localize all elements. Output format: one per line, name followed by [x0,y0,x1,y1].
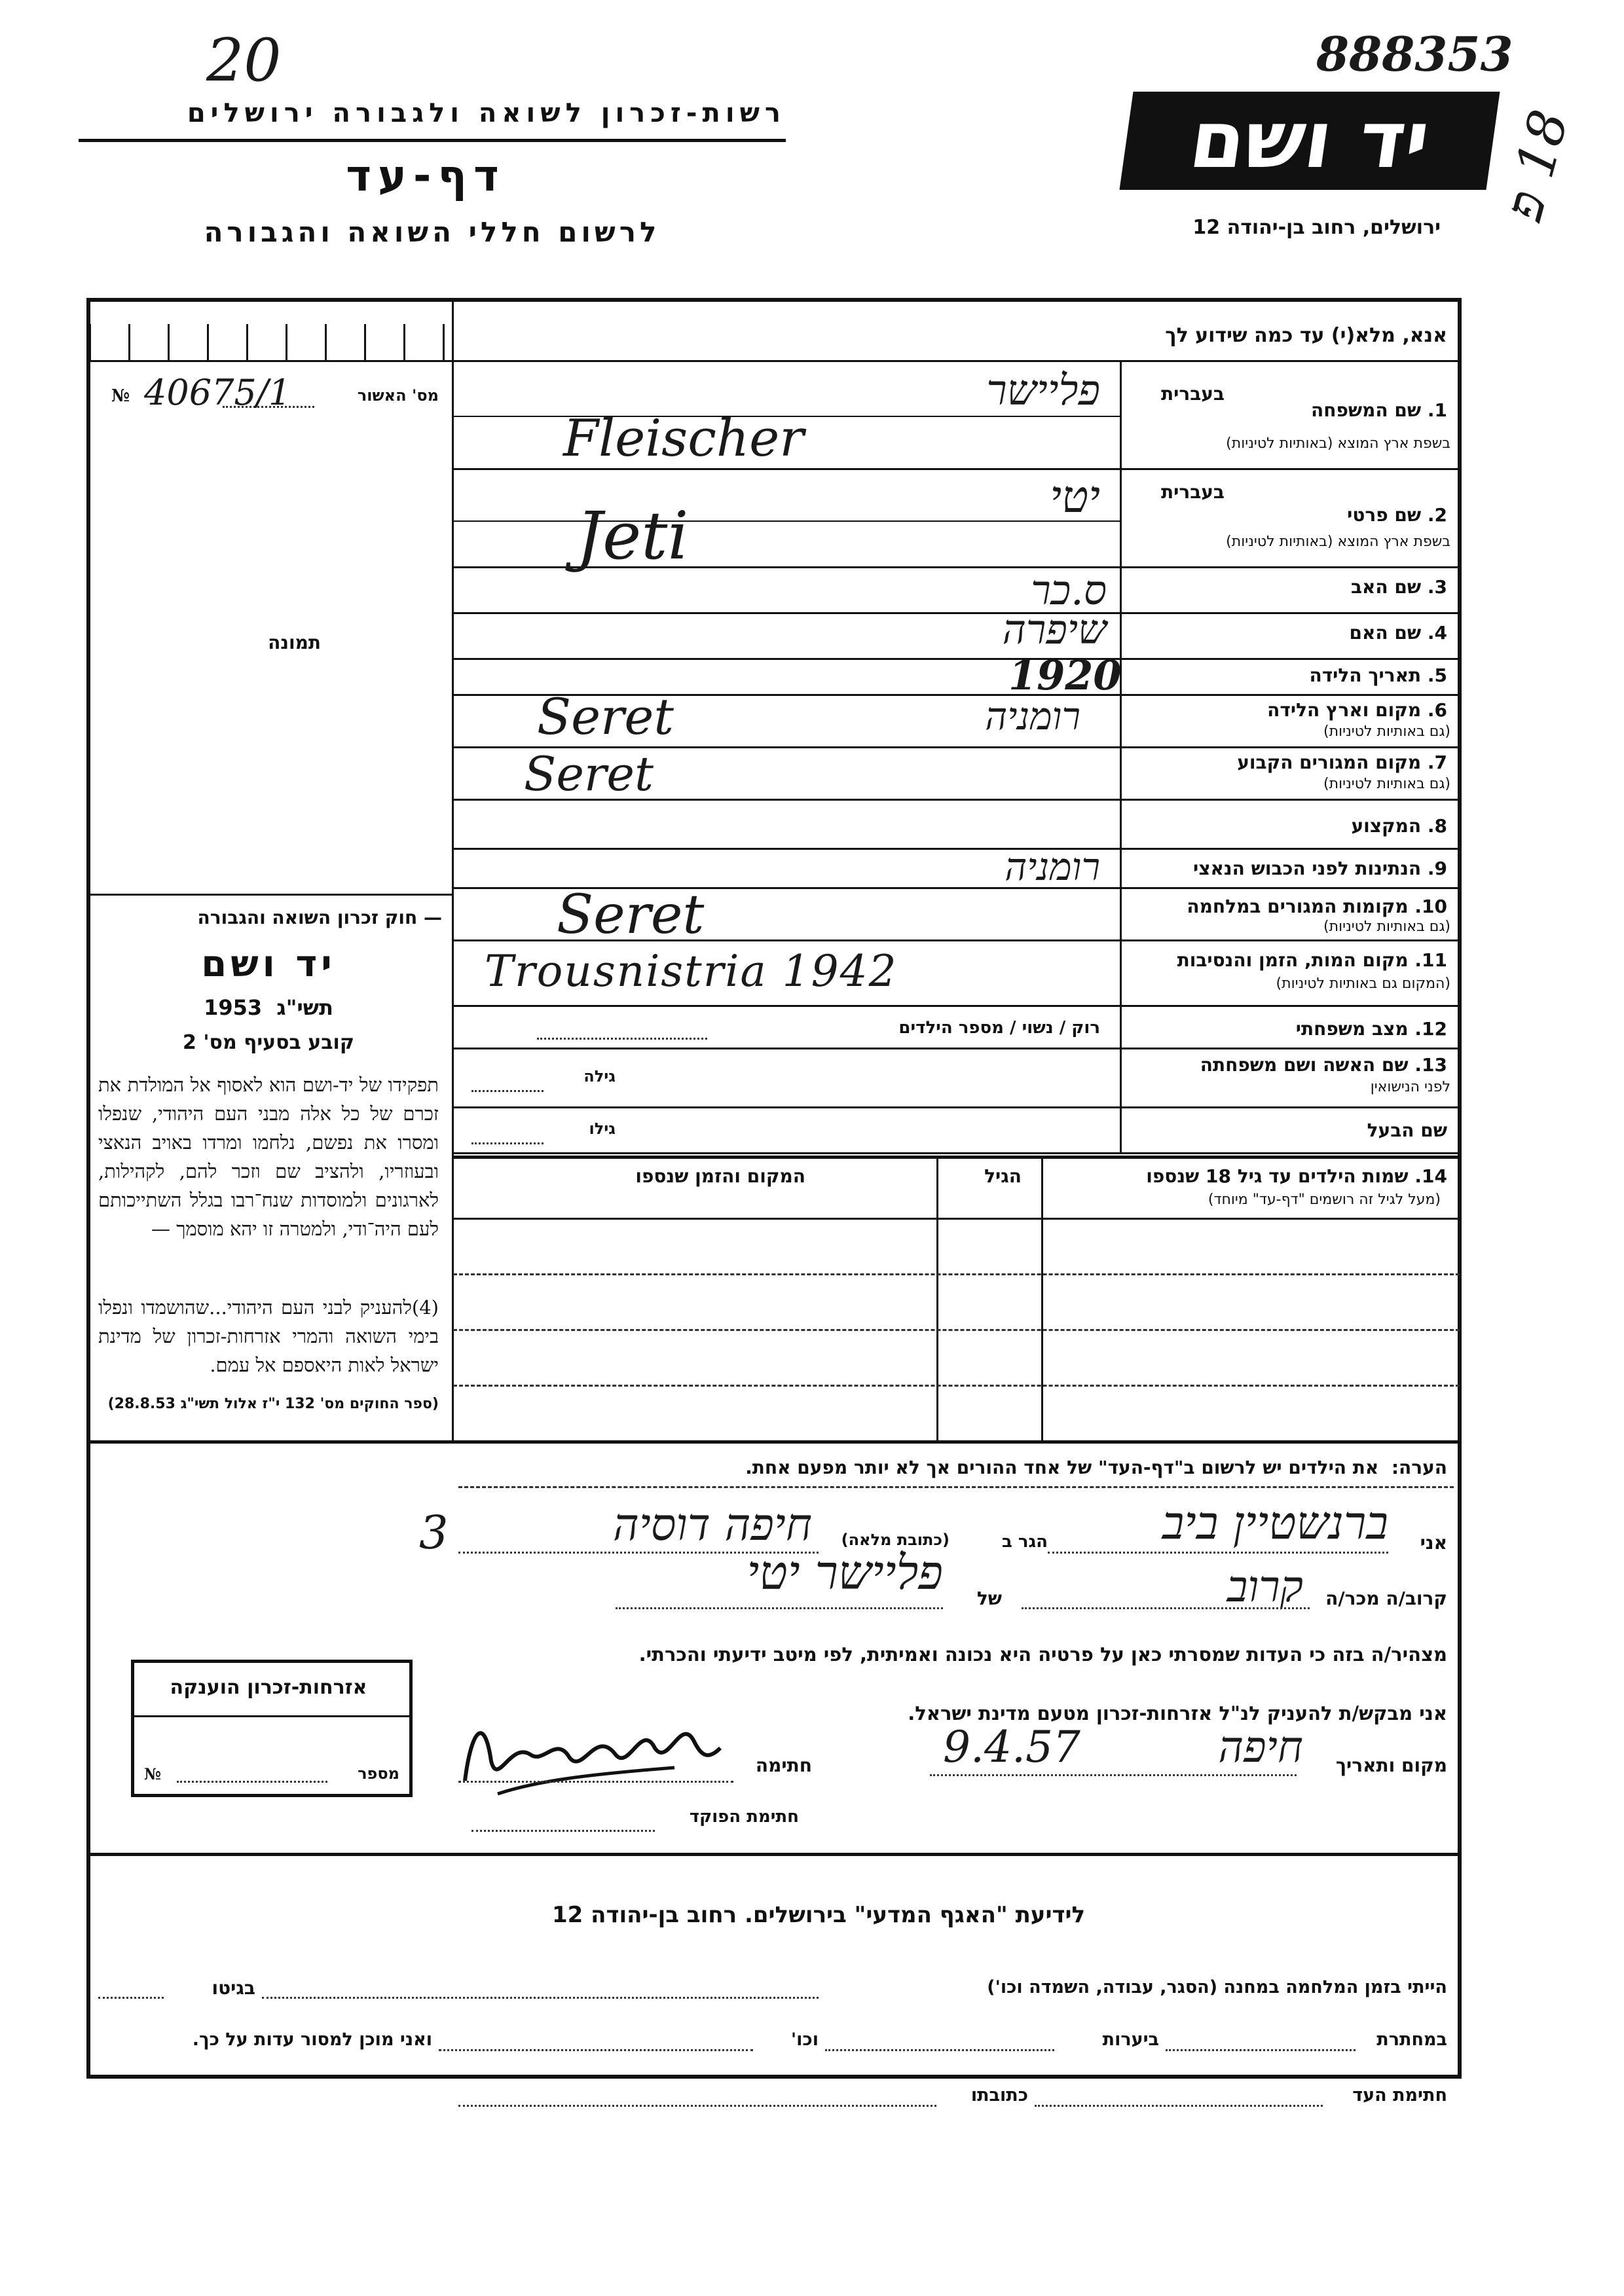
lives-in-label: הגר ב [1001,1532,1048,1552]
bottom-line3-b: כתובתו [970,2085,1028,2105]
field-7-sub: (גם באותיות לטיניות) [1323,776,1450,792]
field-6-latin-value[interactable]: Seret [537,687,674,746]
relation-value[interactable]: קרוב [1227,1561,1303,1612]
declare-text: מצהיר/ה בזה כי העדות שמסרתי כאן על פרטיה היא נכונה ואמיתית, לפי מיטב ידיעתי והכרתי. [638,1643,1447,1666]
children-col-place: המקום והזמן שנספו [635,1165,805,1187]
field-13-label: 13. שם האשה ושם משפחתה [1200,1054,1447,1076]
field-2-sub: בשפת ארץ המוצא (באותיות לטיניות) [1226,534,1450,550]
note: הערה: את הילדים יש לרשום ב"דף-העד" של אחד ההורים אך לא יותר מפעם אחת. [745,1457,1447,1478]
field-4-label: 4. שם האם [1349,622,1447,644]
photo-label: תמונה [268,632,321,653]
address-value[interactable]: חיפה דוסיה [612,1499,812,1551]
field-2-hebrew-value[interactable]: יטי [1050,471,1100,523]
request-text: אני מבקש/ת להעניק לנ"ל אזרחות-זכרון מטעם מדינת ישראל. [908,1702,1447,1724]
full-address-label: (כתובת מלאה) [841,1531,950,1549]
husband-label: שם הבעל [1367,1120,1447,1141]
signature-label: חתימה [755,1755,812,1776]
bottom-line2-c: וכו' [790,2030,819,2050]
law-body: תפקידו של יד-ושם הוא לאסוף אל המולדת את זכרם של כל אלה מבני העם היהודי, שנפלו ומסרו את נפשם, נלחמו ומרדו באויב הנאצי ובעוזריו, ולהציב שם וזכר להם, לקהילות, לארגונים ולמוסדות שנח־רבו בגלל השתייכותם לעם היה־ודי, ולמטרה זו יהא מוסמך — [98,1074,439,1240]
field-12-label: 12. מצב משפחתי [1295,1018,1447,1040]
law-ref: (ספר החוקים מס' 132 י"ז אלול תשי"ג 28.8.53) [107,1396,439,1412]
field-6-hebrew-value[interactable]: רומניה [985,694,1080,738]
field-1-sub: בשפת ארץ המוצא (באותיות לטיניות) [1226,435,1450,452]
declarant-ani: אני [1420,1532,1447,1554]
field-3-value[interactable]: ס.כר [1031,566,1107,614]
approval-number: 40675/1 [144,372,291,413]
handwritten-side-note: 18 פ [1492,103,1580,227]
field-6-sub: (גם באותיות לטיניות) [1323,723,1450,740]
form-subtitle: לרשום חללי השואה והגבורה [204,216,661,248]
law-title: — חוק זכרון השואה והגבורה [197,907,442,928]
org-line: רשות-זכרון לשואה ולגבורה ירושלים [187,98,786,128]
relative-label: קרוב/ה מכר/ה [1325,1588,1447,1609]
bottom-line1-b: בגיטו [212,1977,255,1999]
label-column-divider [1120,361,1122,1154]
address: ירושלים, רחוב בן-יהודה 12 [1192,216,1441,239]
field-5-value[interactable]: 1920 [1008,651,1122,699]
declarant-mark: 3 [419,1506,449,1559]
approval-label: מס' האשור [357,386,439,405]
field-1-hebrew-value[interactable]: פליישר [986,367,1100,415]
field-8-label: 8. המקצוע [1351,815,1447,837]
field-7-label: 7. מקום המגורים הקבוע [1237,752,1447,773]
field-7-latin-value[interactable]: Seret [524,746,654,801]
field-4-value[interactable]: שיפרה [1002,606,1107,653]
form-title: דף-עד [346,151,506,201]
citizenship-number-label: מספר [358,1764,399,1783]
signature [458,1702,740,1800]
field-2-hebrew-label: בעברית [1160,481,1225,503]
field-3-label: 3. שם האב [1350,576,1447,598]
of-label: של [976,1588,1002,1609]
declarant-name[interactable]: ברנשטיין ביב [1162,1496,1388,1550]
children-col-age: הגיל [984,1165,1022,1187]
field-9-label: 9. הנתינות לפני הכבוש הנאצי [1193,858,1447,879]
children-sub: (מעל לגיל זה רושמים "דף-עד" מיוחד) [1208,1192,1441,1208]
field-2-label: 2. שם פרטי [1347,504,1447,526]
law-name: יד ושם [201,943,336,985]
bottom-title: לידיעת "האגף המדעי" בירושלים. רחוב בן-יהודה 12 [551,1902,1086,1928]
left-column-divider [452,300,454,1442]
handwritten-page-number: 20 [206,26,282,95]
field-10-label: 10. מקומות המגורים במלחמה [1187,896,1447,917]
field-1-label: 1. שם המשפחה [1311,399,1447,421]
date-value[interactable]: 9.4.57 [943,1722,1080,1772]
place-value[interactable]: חיפה [1218,1722,1303,1772]
field-6-label: 6. מקום וארץ הלידה [1267,699,1447,721]
law-section: קובע בסעיף מס' 2 [183,1031,354,1054]
field-13-age-label: גילה [583,1067,616,1085]
place-date-label: מקום ותאריך [1335,1755,1447,1776]
bottom-line2-a: במחתרת [1376,2030,1447,2050]
field-10-sub: (גם באותיות לטיניות) [1323,919,1450,935]
field-9-value[interactable]: רומניה [1005,845,1100,889]
bottom-line2-b: ביערות [1102,2030,1159,2050]
law-body-2: (4)להעניק לבני העם היהודי...שהושמדו ונפלו בימי השואה והמרי אזרחות-זכרון של מדינת ישראל לאות היאספם אל עמם. [98,1296,439,1376]
field-13-sub: לפני הנישואין [1370,1079,1450,1095]
bottom-line3-a: חתימת העד [1352,2085,1447,2105]
field-5-label: 5. תאריך הלידה [1309,665,1447,686]
husband-age-label: גילו [589,1120,616,1138]
archive-number: 888353 [1316,26,1513,82]
field-1-latin-value[interactable]: Fleischer [563,409,804,468]
org-underline [79,139,786,142]
field-12-options: רוק / נשוי / מספר הילדים [898,1018,1100,1038]
citizenship-number-prefix: № [144,1764,162,1783]
approval-number-prefix: № [111,386,130,406]
tick-row [89,324,452,360]
field-11-sub: (המקום גם באותיות לטיניות) [1276,975,1450,992]
field-11-label: 11. מקום המות, הזמן והנסיבות [1177,949,1447,971]
children-label: 14. שמות הילדים עד גיל 18 שנספו [1146,1165,1447,1187]
bottom-line2-d: ואני מוכן למסור עדות על כך. [192,2030,432,2050]
field-10-latin-value[interactable]: Seret [557,884,705,946]
yad-vashem-logo: יד ושם [1119,92,1500,190]
citizenship-title: אזרחות-זכרון הוענקה [170,1676,367,1699]
field-1-hebrew-label: בעברית [1160,383,1225,405]
bottom-line1-a: הייתי בזמן המלחמה במחנה (הסגר, עבודה, השמדה וכו') [987,1977,1447,1997]
law-year: תשי"ג 1953 [204,995,333,1020]
of-value[interactable]: פליישר יטי [747,1545,943,1600]
officer-label: חתימת הפוקד [689,1807,799,1827]
field-2-latin-value[interactable]: Jeti [576,498,689,574]
fill-note: אנא, מלא(י) עד כמה שידוע לך [1165,324,1447,347]
field-11-latin-value[interactable]: Trousnistria 1942 [485,946,898,996]
